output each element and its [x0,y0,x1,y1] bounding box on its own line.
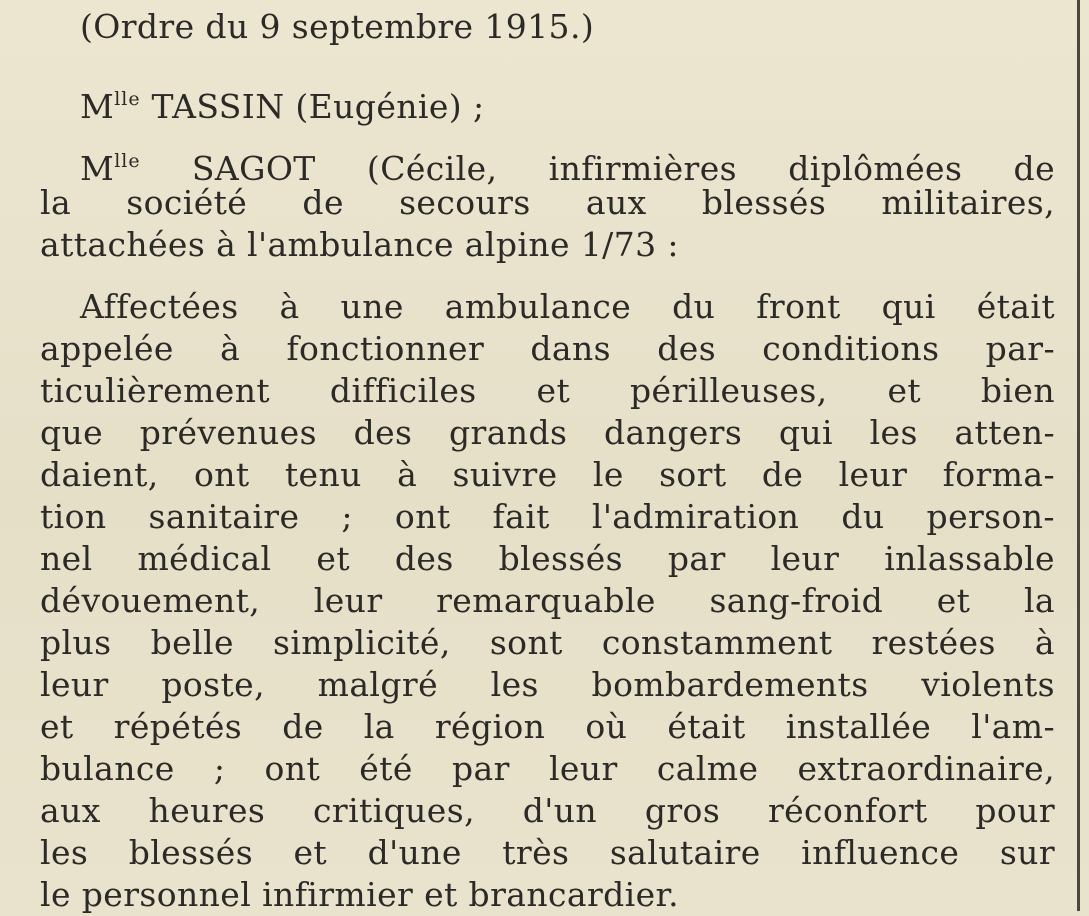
person1-line [40,78,1055,126]
person2-title: M [80,149,115,188]
person2-line3: attachées à l'ambulance alpine 1/73 : [40,225,679,264]
person1-name: TASSIN (Eugénie) ; [151,87,485,126]
citation-line: les blessés et d'une très salutaire influence sur [40,833,1055,872]
citation-line: ticulièrement difficiles et périlleuses, et bien [40,371,1055,410]
citation-line: leur poste, malgré les bombardements violents [40,665,1055,704]
person1-title: M [80,87,115,126]
citation-line: Affectées à une ambulance du front qui était [80,287,1055,326]
order-date: (Ordre du 9 septembre 1915.) [80,7,595,46]
person1-title-sup: lle [114,88,141,110]
person2-title-sup: lle [114,150,141,172]
citation-text-block [40,0,1055,916]
column-rule [1077,0,1080,911]
citation-line: appelée à fonctionner dans des conditions par- [40,329,1055,368]
citation-line: tion sanitaire ; ont fait l'admiration du person- [40,497,1055,536]
person2-line1 [40,140,1055,188]
order-date-line [40,6,1055,48]
citation-line: que prévenues des grands dangers qui les atten- [40,413,1055,452]
person2-name-line1: SAGOT (Cécile, infirmières diplômées de [191,149,1055,188]
citation-line: et répétés de la région où était installée l'am- [40,707,1055,746]
citation-line: plus belle simplicité, sont constamment restées à [40,623,1055,662]
citation-line: bulance ; ont été par leur calme extraordinaire, [40,749,1055,788]
citation-line: dévouement, leur remarquable sang-froid et la [40,581,1055,620]
citation-line: le personnel infirmier et brancardier. [40,875,679,914]
citation-line: daient, ont tenu à suivre le sort de leur forma- [40,455,1055,494]
citation-line: nel médical et des blessés par leur inlassable [40,539,1055,578]
citation-line: aux heures critiques, d'un gros réconfort pour [40,791,1055,830]
person2-line2: la société de secours aux blessés militaires, [40,183,1055,222]
